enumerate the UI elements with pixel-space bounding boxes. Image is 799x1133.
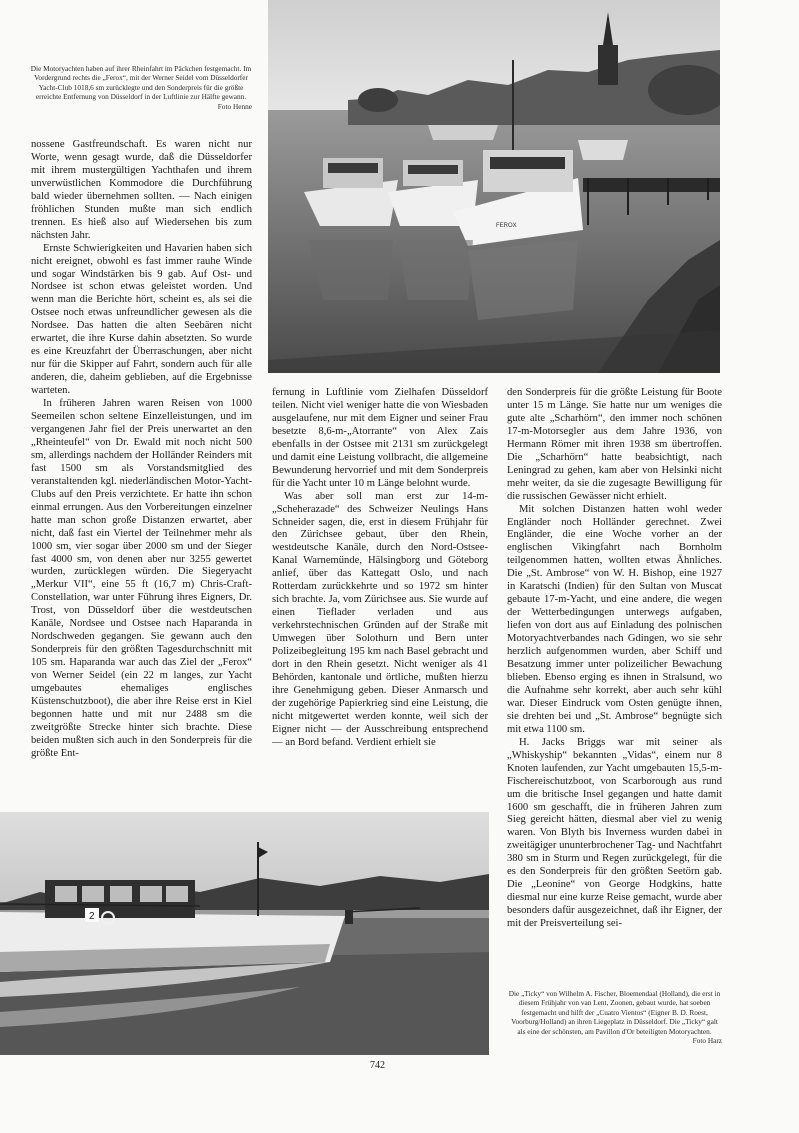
col1-paragraph-2: Ernste Schwierigkeiten und Havarien haben sich nicht ereignet, obwohl es fast immer rauhe Winde und sogar Windstärken bis 9 gab. Auf Ost- und Nordsee ist schon etwas geleistet worden. Und wenn man die Berichte hört, scheint es, als sei die Ostsee noch etwas unfreundlicher gewesen als die Nordsee. Das hatten die alten Seebären nicht erwartet, die ihre Kurse dahin absetzten. So wurde es eine Kreuzfahrt der Überraschungen, aber nicht nur für die Skipper auf Fahrt, sondern auch für alle anderen, die, daheim geblieben, auf die Ergebnisse warteten. (31, 242, 252, 397)
caption-bottom-credit: Foto Harz (692, 1036, 722, 1046)
ticky-number-label: 2 (89, 911, 95, 922)
harbour-photo (268, 0, 720, 373)
text-column-3 (507, 387, 722, 931)
harbour-photo-image (268, 0, 720, 373)
col1-paragraph-3: In früheren Jahren waren Reisen von 1000 Seemeilen schon seltene Einzelleistungen, und im vergangenen Jahr fiel der Preis unerwartet an den „Rheinteufel“ von Dr. Ewald mit noch nicht 500 sm, allerdings nachdem der Holländer Reinders mit fast 1500 sm als Vorstandsmitglied des veranstaltenden kgl. niederländischen Motor-Yacht-Clubs auf den Preis verzichtete. Er hatte ihn schon einmal errungen. Aus den Vorbereitungen einzelner hatte man schon große Distanzen erwartet, aber nicht, daß fast ein Viertel der Teilnehmer mehr als 1000 sm, vier sogar über 2000 sm und der Sieger fast 4000 sm, von denen aber nur 3255 gewertet wurden, zurücklegen würden. Die Siegeryacht „Merkur VII“, eine 55 ft (16,7 m) Chris-Craft-Constellation, war unter Führung ihres Eigners, Dr. Trost, von Düsseldorf über die westdeutschen Kanäle, Nordsee und Ostsee nach Haparanda in Nordschweden gegangen. Sie gewann auch den Sonderpreis für den größten Tagesdurchschnitt mit 105 sm. Haparanda war auch das Ziel der „Ferox“ von Werner Seidel (ein 22 m langes, zur Yacht umgebautes ehemaliges englisches Küstenschutzboot), die aber ihre Reise erst in Kiel begonnen hatte und mit nur 2488 sm die zweitgrößte Strecke hinter sich brachte. Diese beiden mußten sich auch in den Sonderpreis für die größte Ent- (31, 398, 252, 759)
page-number: 742 (370, 1060, 385, 1071)
caption-bottom-text: Die „Ticky“ von Wilhelm A. Fischer, Bloemendaal (Holland), die erst in diesem Frühjahr von van Lent, Zoonen, gebaut wurde, hat soeben festgemacht und hilft der „Cuatro Vientos“ (Eigner B. D. Roest, Voorburg/Holland) an ihren Liegeplatz in Düsseldorf. Die „Ticky“ galt als eine der schönsten, am Pavillon d'Or beteiligten Motoryachten. (508, 989, 721, 1036)
text-column-2 (272, 387, 488, 750)
col1-paragraph-1: nossene Gastfreundschaft. Es waren nicht nur Worte, wenn gesagt wurde, daß die Düsseldorfer mit ihrem mustergültigen Yachthafen und ihrem unverwüstlichen Kommodore die Durchführung bald wieder übernehmen sollten. — Nach einigen fröhlichen Stunden mußte man sich endlich trennen. Es hieß also auf Wiedersehen bis zum nächsten Jahr. (31, 139, 252, 241)
caption-top-text: Die Motoryachten haben auf ihrer Rheinfahrt im Päckchen festgemacht. Im Vordergrund rechts die „Ferox“, mit der Werner Seidel vom Düsseldorfer Yacht-Club 1018,6 sm zurücklegte und den Sonderpreis für die größte erreichte Entfernung von Düsseldorf in der Luftlinie zur Hälfte gewann. (30, 64, 252, 102)
caption-bottom-photo (507, 989, 722, 1045)
col2-paragraph-2: Was aber soll man erst zur 14-m-„Scheherazade“ des Schweizer Neulings Hans Schneider sagen, die, erst in diesem Frühjahr für den Zürichsee gebaut, über den Rhein, westdeutsche Kanäle, durch den Nord-Ostsee-Kanal Warnemünde, Hälsingborg und Göteborg anlief, über das Kattegatt Oslo, und nach Rotterdam zurückkehrte und so 1972 sm hinter sich brachte. Ja, vom Zürichsee aus. Sie wurde auf einen Tieflader verladen und aus verkehrstechnischen Gründen auf der Straße mit Umwegen über Solothurn und Bern unter Polizeibegleitung 195 km nach Basel gebracht und dort in den Rhein gesetzt. Nicht weniger als 41 Behörden, kantonale und örtliche, mußten hierzu ihre Genehmigung geben. Dieser Anmarsch und der zugehörige Papierkrieg sind eine Leistung, die nicht mitgewertet werden konnte, weil sich der Eigner nicht — der Ausschreibung entsprechend — an Bord befand. Verdient erhielt sie (272, 490, 488, 748)
col3-paragraph-3: H. Jacks Briggs war mit seiner als „Whiskyship“ bekannten „Vidas“, einem nur 8 Knoten laufenden, zur Yacht umgebauten 15,5-m-Fischereischutzboot, von Scarborough aus rund um die britische Insel gegangen und hatte damit 1600 sm geschafft, die in früheren Jahren zum Sieg gereicht hätten, diesmal aber viel zu wenig waren. Von Blyth bis Inverness wurden dabei in zweitägiger ununterbrochener Tag- und Nachtfahrt 380 sm in Sturm und Regen zurückgelegt, für die es den Sonderpreis für den größten Seetörn gab. Die „Leonine“ von George Hodgkins, hatte diesmal nur eine kurze Reise gemacht, wurde aber besonders dafür ausgezeichnet, daß ihr Eigner, der mit der Preisverteilung sei- (507, 736, 722, 930)
text-column-1 (31, 139, 252, 761)
ticky-photo-image (0, 812, 489, 1055)
caption-top-credit: Foto Henne (217, 101, 252, 111)
col3-paragraph-2: Mit solchen Distanzen hatten wohl weder Engländer noch Holländer gerechnet. Zwei Engländer, die eine Woche vorher an der englischen Vikingfahrt nach Bornholm teilgenommen hatten, wollten etwas Ähnliches. Die „St. Ambrose“ von W. H. Bishop, eine 1927 in Karatschi (Indien) für den Sultan von Muscat gebaute 17-m-Yacht, und eine andere, die wegen der Wetterbedingungen unterwegs aufgaben, liefen von dort aus auf Einladung des polnischen Motoryachtverbandes nach Gdingen, wo sie sehr herzlich aufgenommen wurden, aber Schiff und Besatzung immer unter polizeilicher Bewachung blieben. Ebenso erging es ihnen in Stralsund, wo die Aufnahme sehr korrekt, aber auch sehr kühl war. Dieser Eindruck vom Osten genügte ihnen, sie drehten bei und „St. Ambrose“ begnügte sich mit etwa 1100 sm. (507, 503, 722, 735)
ticky-photo (0, 812, 489, 1055)
caption-top-photo (30, 64, 252, 111)
col3-paragraph-1: den Sonderpreis für die größte Leistung für Boote unter 15 m Länge. Sie hatte nur um weniges die gute alte „Scharhörn“, den immer noch schönen 17-m-Motorsegler aus dem Jahre 1936, von Hermann Römer mit ihren 1938 sm übertroffen. Die „Scharhörn“ hatte beabsichtigt, nach Leningrad zu gehen, kam aber von Helsinki nicht mehr weiter, da sie die zugesagte Bewilligung für die russischen Gewässer nicht erhielt. (507, 387, 722, 502)
col2-paragraph-1: fernung in Luftlinie vom Zielhafen Düsseldorf teilen. Nicht viel weniger hatte die von Wiesbaden ausgelaufene, nur mit dem Eigner und seiner Frau besetzte 8,6-m-„Atorrante“ von Alex Zais ebenfalls in der Ostsee mit 2131 sm zurückgelegt und damit eine Leistung vollbracht, die allgemeine Bewunderung hervorrief und mit dem Sonderpreis für die Yacht unter 10 m Länge belohnt wurde. (272, 387, 488, 489)
ferox-name-label: FEROX (496, 223, 517, 229)
